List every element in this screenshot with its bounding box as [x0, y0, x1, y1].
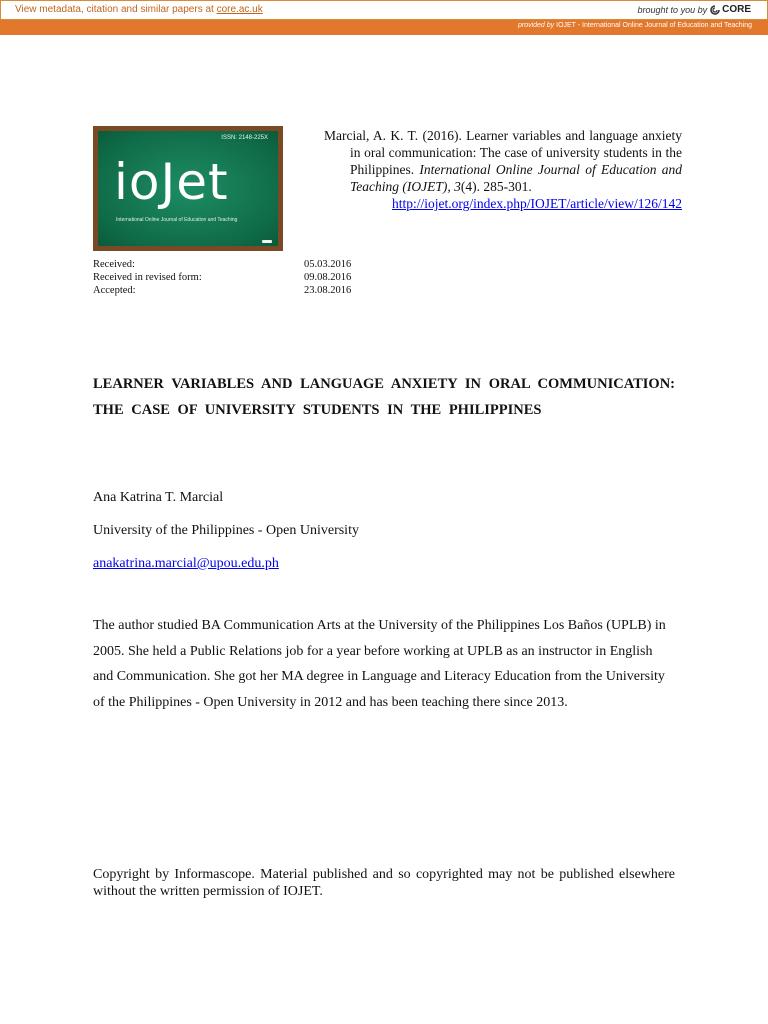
date-label: Received: — [93, 259, 135, 270]
paper-title: LEARNER VARIABLES AND LANGUAGE ANXIETY IN ORAL COMMUNICATION: THE CASE OF UNIVERSITY STUDENTS IN THE PHILIPPINES — [93, 376, 675, 418]
date-value: 09.08.2016 — [304, 272, 352, 283]
core-banner — [0, 0, 768, 35]
provider-text[interactable] — [518, 22, 752, 29]
date-label: Accepted: — [93, 285, 136, 296]
core-metadata-text — [15, 4, 263, 15]
copyright-notice: Copyright by Informascope. Material published and so copyrighted may not be published elsewhere without the written permission of IOJET. — [93, 867, 675, 899]
core-logo[interactable] — [710, 4, 751, 15]
journal-logo — [93, 126, 283, 251]
author-email[interactable]: anakatrina.marcial@upou.edu.ph — [93, 556, 279, 571]
chalkboard — [98, 131, 278, 246]
core-logo-text: CORE — [722, 4, 751, 15]
author-name: Ana Katrina T. Marcial — [93, 490, 224, 505]
date-row-accepted — [93, 284, 351, 297]
citation-journal: International Online Journal of Education and Teaching (IOJET), 3 — [350, 162, 682, 194]
date-row-received — [93, 258, 351, 271]
date-label: Received in revised form: — [93, 272, 202, 283]
date-value: 23.08.2016 — [304, 285, 352, 296]
core-brought-by[interactable] — [638, 4, 751, 15]
core-banner-top — [0, 0, 768, 20]
core-link[interactable]: core.ac.uk — [216, 4, 263, 15]
logo-subtitle: International Online Journal of Education and Teaching — [116, 217, 238, 223]
core-logo-icon — [710, 5, 720, 15]
article-dates — [93, 258, 351, 297]
date-row-revised — [93, 271, 351, 284]
author-bio: The author studied BA Communication Arts at the University of the Philippines Los Baños (UPLB) in 2005. She held a Public Relations job for a year before working at UPLB as an instructor in English and Communication. She got her MA degree in Language and Literacy Education from the University of the Philippines - Open University in 2012 and has been teaching there since 2013. — [93, 618, 666, 710]
citation-issue-pages: (4). 285-301. — [460, 179, 532, 194]
citation — [324, 127, 682, 212]
citation-url[interactable]: http://iojet.org/index.php/IOJET/article/view/126/142 — [392, 196, 682, 211]
author-affiliation: University of the Philippines - Open University — [93, 523, 359, 538]
provider-name: IOJET - International Online Journal of Education and Teaching — [556, 22, 752, 29]
logo-issn: ISSN: 2148-225X — [221, 135, 268, 141]
date-value: 05.03.2016 — [304, 259, 352, 270]
citation-text: Marcial, A. K. T. (2016). Learner variables and language anxiety in oral communication: The case of university students in the Philippines. — [324, 128, 682, 177]
core-metadata-label: View metadata, citation and similar papers at — [15, 4, 217, 15]
logo-wordmark: ioJet — [114, 153, 229, 211]
core-provider-strip — [0, 20, 768, 35]
provided-by-label: provided by — [517, 22, 555, 29]
chalk-icon — [262, 240, 272, 243]
brought-by-label: brought to you by — [637, 4, 708, 15]
